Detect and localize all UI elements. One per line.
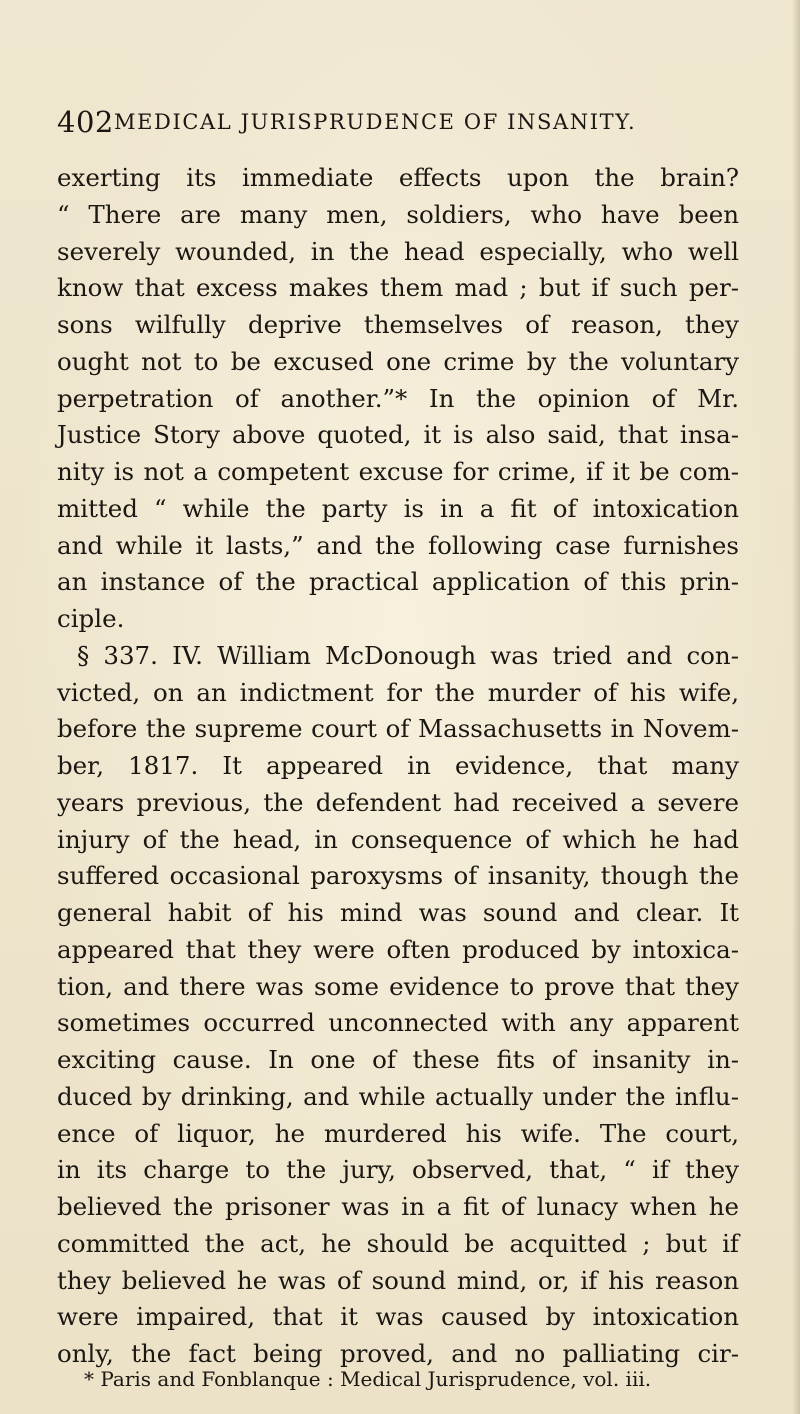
text-line: injury of the head, in consequence of which he had	[57, 824, 739, 854]
text-line: § 337. IV. William McDonough was tried and con-	[77, 640, 739, 670]
text-line: mitted “ while the party is in a fit of intoxication	[57, 493, 739, 523]
text-line: committed the act, he should be acquitted ; but if	[57, 1228, 739, 1258]
text-line: ought not to be excused one crime by the voluntary	[57, 346, 739, 376]
text-line: duced by drinking, and while actually under the influ-	[57, 1081, 739, 1111]
body-text	[57, 160, 739, 1373]
footnote: * Paris and Fonblanque : Medical Jurisprudence, vol. iii.	[84, 1367, 652, 1391]
text-line: severely wounded, in the head especially, who well	[57, 236, 739, 266]
text-line: only, the fact being proved, and no palliating cir-	[57, 1339, 739, 1368]
text-line: years previous, the defendent had received a severe	[57, 787, 739, 817]
text-line: Justice Story above quoted, it is also said, that insa-	[57, 420, 739, 450]
text-line: ence of liquor, he murdered his wife. The court,	[57, 1118, 739, 1148]
text-line: perpetration of another.”* In the opinion of Mr.	[57, 383, 739, 413]
text-line: victed, on an indictment for the murder of his wife,	[57, 677, 739, 707]
text-line: suffered occasional paroxysms of insanity, though the	[57, 861, 739, 891]
text-line: ber, 1817. It appeared in evidence, that many	[57, 751, 739, 780]
text-line: before the supreme court of Massachusetts in Novem-	[57, 714, 739, 744]
text-line: an instance of the practical application of this prin-	[57, 567, 739, 597]
running-head	[57, 104, 777, 140]
text-line: “ There are many men, soldiers, who have been	[57, 199, 739, 229]
text-line: in its charge to the jury, observed, that, “ if they	[57, 1155, 739, 1185]
page-number: 402	[57, 105, 114, 139]
running-title: MEDICAL JURISPRUDENCE OF INSANITY.	[114, 110, 637, 134]
text-line: they believed he was of sound mind, or, if his reason	[57, 1265, 739, 1295]
text-line: sometimes occurred unconnected with any apparent	[57, 1008, 739, 1038]
text-line: sons wilfully deprive themselves of reason, they	[57, 310, 739, 339]
text-line: nity is not a competent excuse for crime, if it be com-	[57, 457, 739, 486]
text-line: were impaired, that it was caused by intoxication	[57, 1302, 739, 1332]
page-edge-shadow	[792, 0, 800, 1414]
text-line: and while it lasts,” and the following case furnishes	[57, 530, 739, 560]
text-line: exerting its immediate effects upon the brain?	[57, 163, 739, 192]
text-line: appeared that they were often produced by intoxica-	[57, 934, 739, 964]
text-line: general habit of his mind was sound and clear. It	[57, 898, 739, 927]
text-line: ciple.	[57, 604, 125, 633]
text-line: know that excess makes them mad ; but if such per-	[57, 273, 739, 303]
text-line: believed the prisoner was in a fit of lunacy when he	[57, 1192, 739, 1221]
text-line: exciting cause. In one of these fits of insanity in-	[57, 1045, 739, 1074]
text-line: tion, and there was some evidence to prove that they	[57, 971, 739, 1001]
